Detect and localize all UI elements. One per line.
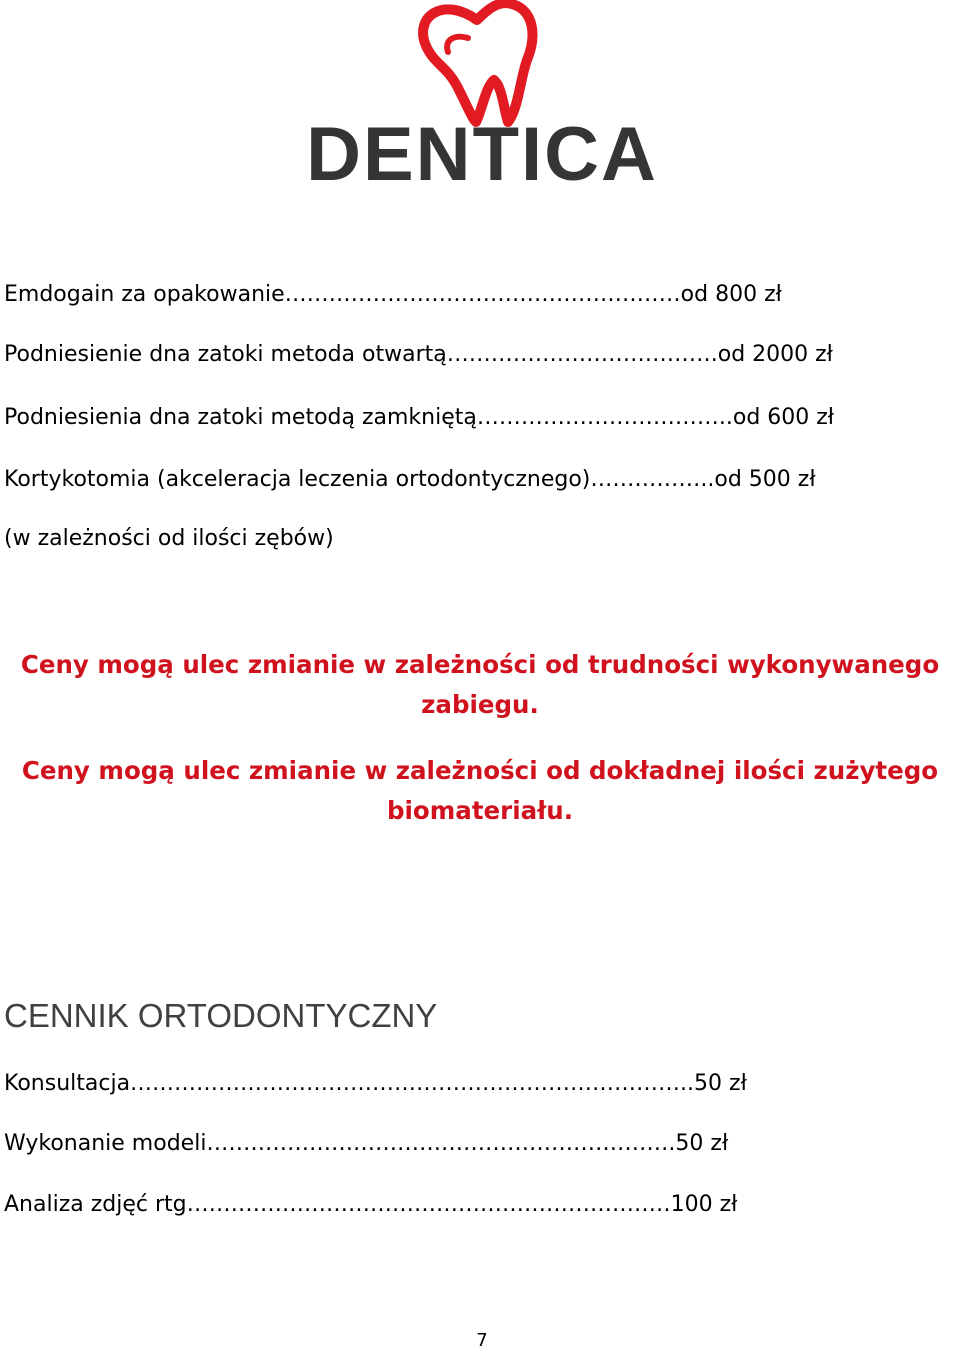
warning-difficulty xyxy=(0,645,960,725)
warning-biomaterial xyxy=(0,751,960,831)
tooth-icon xyxy=(423,3,532,122)
warning-difficulty-line-2: zabiegu. xyxy=(421,690,539,719)
warning-biomaterial-line-1: Ceny mogą ulec zmianie w zależności od dokładnej ilości zużytego xyxy=(21,756,939,785)
dentica-logo xyxy=(272,0,692,190)
page-number: 7 xyxy=(476,1330,488,1351)
price-line-models: Wykonanie modeli……………………………………………………….50 zł xyxy=(4,1131,729,1156)
warning-difficulty-line-1: Ceny mogą ulec zmianie w zależności od trudności wykonywanego xyxy=(20,650,940,679)
price-line-consultation: Konsultacja…………………………………………………………………..50 zł xyxy=(4,1071,747,1096)
ortho-price-list-title: CENNIK ORTODONTYCZNY xyxy=(4,997,438,1034)
price-line-sinus-lift-closed: Podniesienia dna zatoki metodą zamkniętą……………………………..od 600 zł xyxy=(4,405,835,430)
warning-biomaterial-line-2: biomateriału. xyxy=(386,796,573,825)
corticotomy-note: (w zależności od ilości zębów) xyxy=(4,526,334,551)
logo-wordmark: DENTICA xyxy=(306,112,658,190)
price-line-corticotomy: Kortykotomia (akceleracja leczenia ortodontycznego)……………..od 500 zł xyxy=(4,467,816,492)
price-line-xray-analysis: Analiza zdjęć rtg…………………………………………………………100 zł xyxy=(4,1192,738,1217)
price-line-emdogain: Emdogain za opakowanie………………………………………………od 800 zł xyxy=(4,282,782,307)
price-line-sinus-lift-open: Podniesienie dna zatoki metoda otwartą……………………………….od 2000 zł xyxy=(4,342,833,367)
